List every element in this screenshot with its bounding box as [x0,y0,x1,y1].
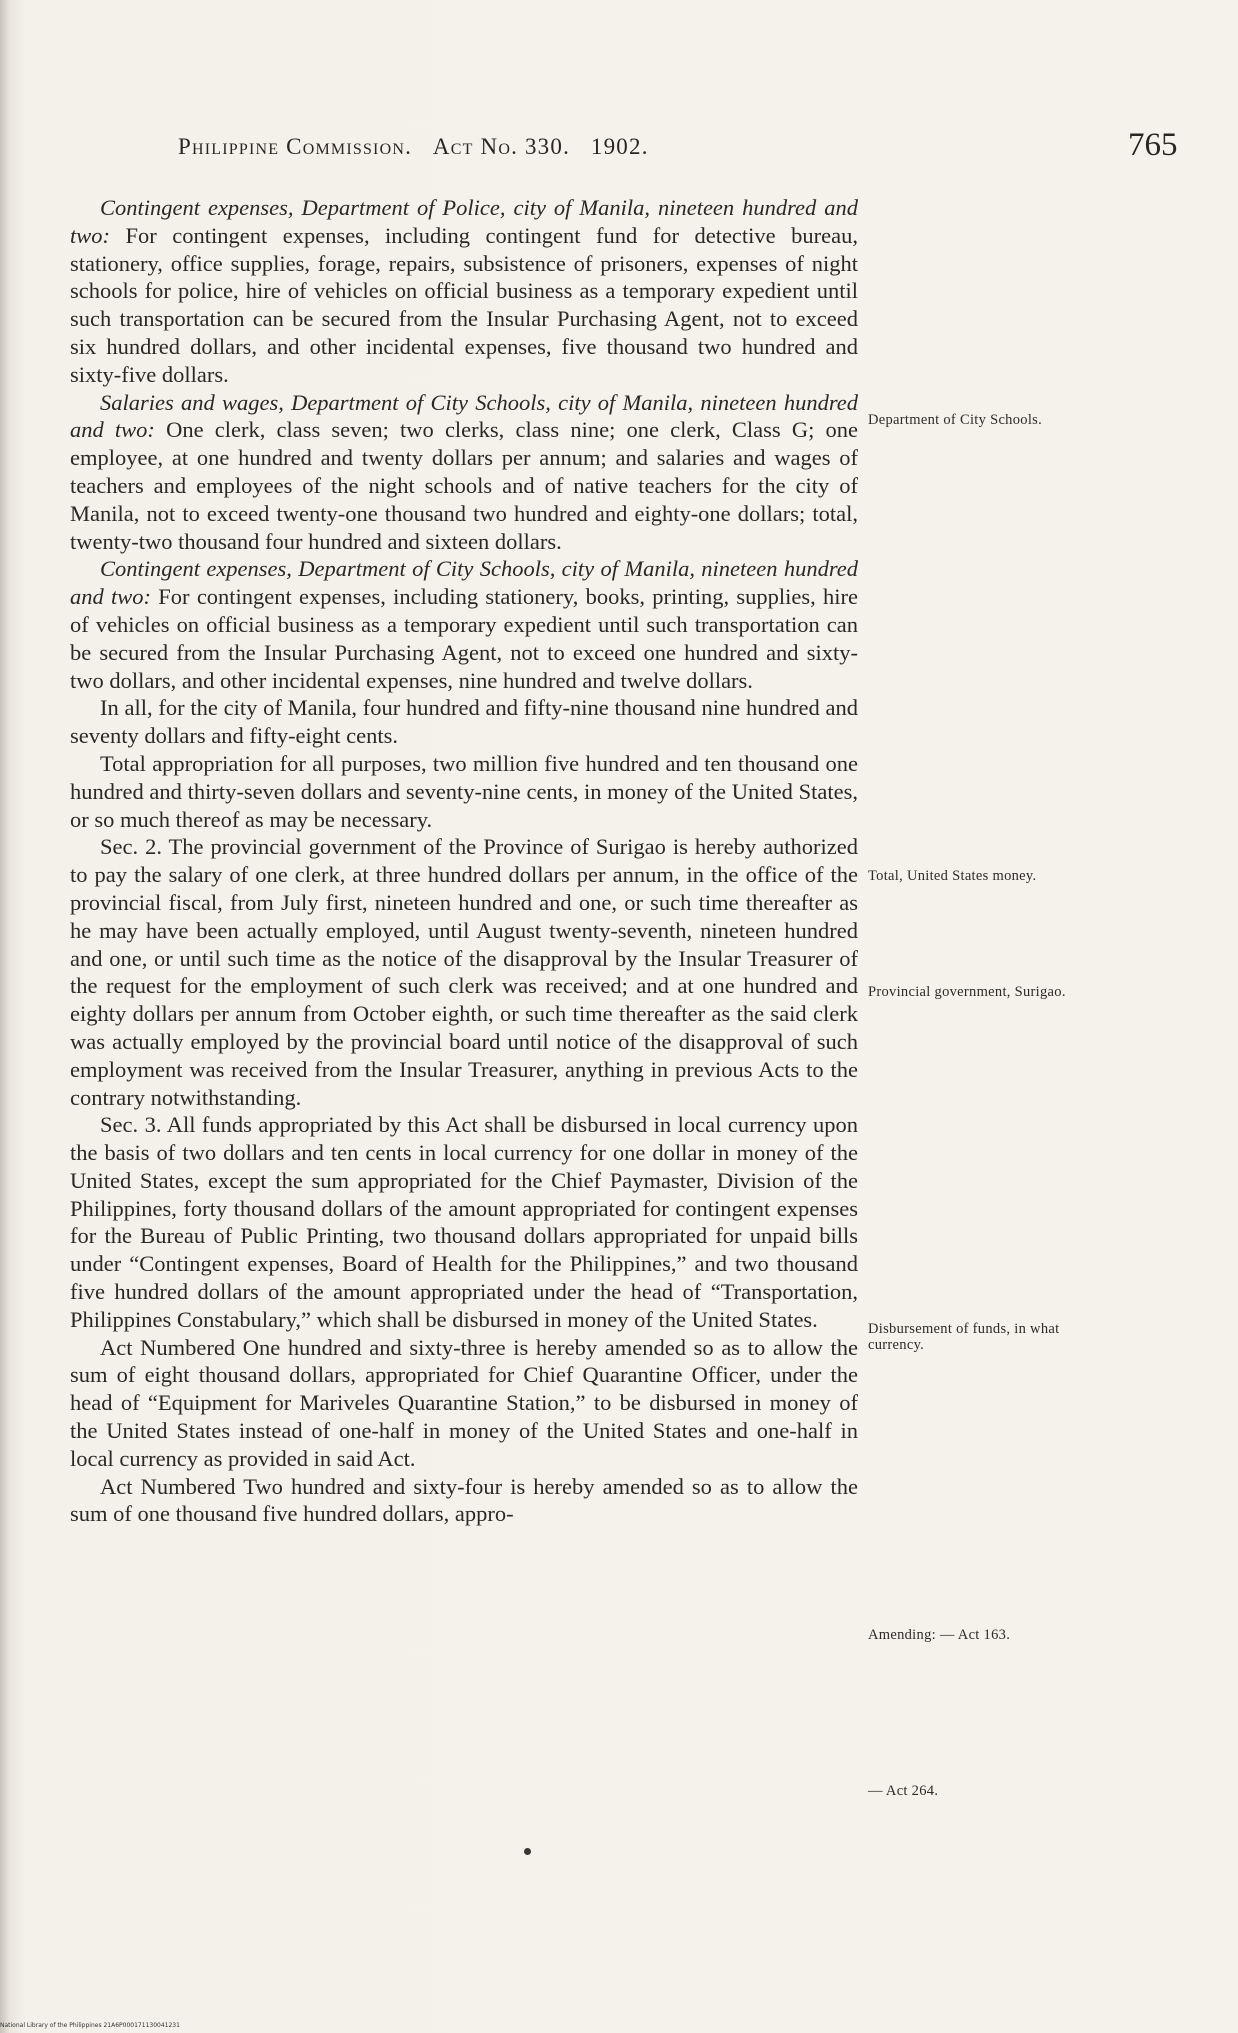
paragraph [70,1334,858,1473]
header-act: Act No. 330. [432,134,571,159]
paragraph-text: One clerk, class seven; two clerks, class nine; one clerk, Class G; one employee, at one hundred and twenty dollars per annum; and salaries and wages of teachers and employees of the night schools and of native teachers for the city of Manila, not to exceed twenty-one thousand two hundred and eighty-one dollars; total, twenty-two thousand four hundred and sixteen dollars. [70,417,858,554]
margin-note-act-264: — Act 264. [868,1783,939,1799]
paragraph-text: Sec. 3. All funds appropriated by this Act shall be disbursed in local currency upon the basis of two dollars and ten cents in local currency for one dollar in money of the United States, except the sum appropriated for the Chief Paymaster, Division of the Philippines, forty thousand dollars of the amount appropriated for contingent expenses for the Bureau of Public Printing, two thousand dollars appropriated for unpaid bills under “Contingent expenses, Board of Health for the Philippines,” and two thousand five hundred dollars of the amount appropriated under the head of “Transportation, Philippines Constabulary,” which shall be disbursed in money of the United States. [70,1112,858,1332]
paragraph [70,389,858,556]
margin-note-total: Total, United States money. [868,868,1037,884]
header-year: 1902. [590,134,649,159]
paragraph-heading: Contingent expenses, Department of Police, city of Manila, nineteen hundred and two: [70,195,858,248]
paragraph [70,750,858,833]
paragraph-text: Act Numbered Two hundred and sixty-four is hereby amended so as to allow the sum of one thousand five hundred dollars, appro- [70,1473,858,1527]
running-header [178,134,649,160]
paragraph-heading: Salaries and wages, Department of City Schools, city of Manila, nineteen hundred and two: [70,389,858,443]
paragraph-text: For contingent expenses, including contingent fund for detective bureau, stationery, office supplies, forage, repairs, subsistence of prisoners, expenses of night schools for police, hire of vehicles on official business as a temporary expedient until such transportation can be secured from the Insular Purchasing Agent, not to exceed six hundred dollars, and other incidental expenses, five thousand two hundred and sixty-five dollars. [70,222,858,387]
paragraph [70,833,858,1111]
scan-footer: National Library of the Philippines 21A6P000171130041231 [0,2022,180,2029]
paragraph [70,1473,858,1529]
margin-note-city-schools: Department of City Schools. [868,412,1043,428]
paragraph-text: For contingent expenses, including stationery, books, printing, supplies, hire of vehicles on official business as a temporary expedient until such transportation can be secured from the Insular Purchasing Agent, not to exceed one hundred and sixty-two dollars, and other incidental expenses, nine hundred and twelve dollars. [70,584,858,693]
paragraph-heading: Contingent expenses, Department of City Schools, city of Manila, nineteen hundred and two: [70,556,858,610]
body-text [70,194,858,1528]
paragraph-text: Sec. 2. The provincial government of the Province of Surigao is hereby authorized to pay the salary of one clerk, at three hundred dollars per annum, in the office of the provincial fiscal, from July first, nineteen hundred and one, or such time thereafter as he may have been actually employed, until August twenty-seventh, nineteen hundred and one, or until such time as the notice of the disapproval by the Insular Treasurer of the request for the employment of such clerk was received; and at one hundred and eighty dollars per annum from October eighth, or such time thereafter as the said clerk was actually employed by the provincial board until notice of the disapproval of such employment was received from the Insular Treasurer, anything in previous Acts to the contrary notwithstanding. [70,834,858,1110]
margin-note-act-163: Amending: — Act 163. [868,1627,1011,1643]
paragraph [70,194,858,389]
paragraph-text: Total appropriation for all purposes, two million five hundred and ten thousand one hundred and thirty-seven dollars and seventy-nine cents, in money of the United States, or so much thereof as may be necessary. [70,750,858,832]
margin-note-surigao: Provincial government, Surigao. [868,984,1066,1000]
margin-note-disbursement: Disbursement of funds, in what currency. [868,1321,1060,1353]
paragraph [70,694,858,750]
printer-mark [524,1848,531,1855]
paragraph [70,555,858,694]
page-number: 765 [1128,127,1178,163]
paragraph-text: Act Numbered One hundred and sixty-three is hereby amended so as to allow the sum of eight thousand dollars, appropriated for Chief Quarantine Officer, under the head of “Equipment for Mariveles Quarantine Station,” to be disbursed in money of the United States instead of one-half in money of the United States and one-half in local currency as provided in said Act. [70,1334,858,1471]
paragraph [70,1111,858,1333]
header-title: Philippine Commission. [178,134,413,159]
paragraph-text: In all, for the city of Manila, four hundred and fifty-nine thousand nine hundred and seventy dollars and fifty-eight cents. [70,695,858,749]
